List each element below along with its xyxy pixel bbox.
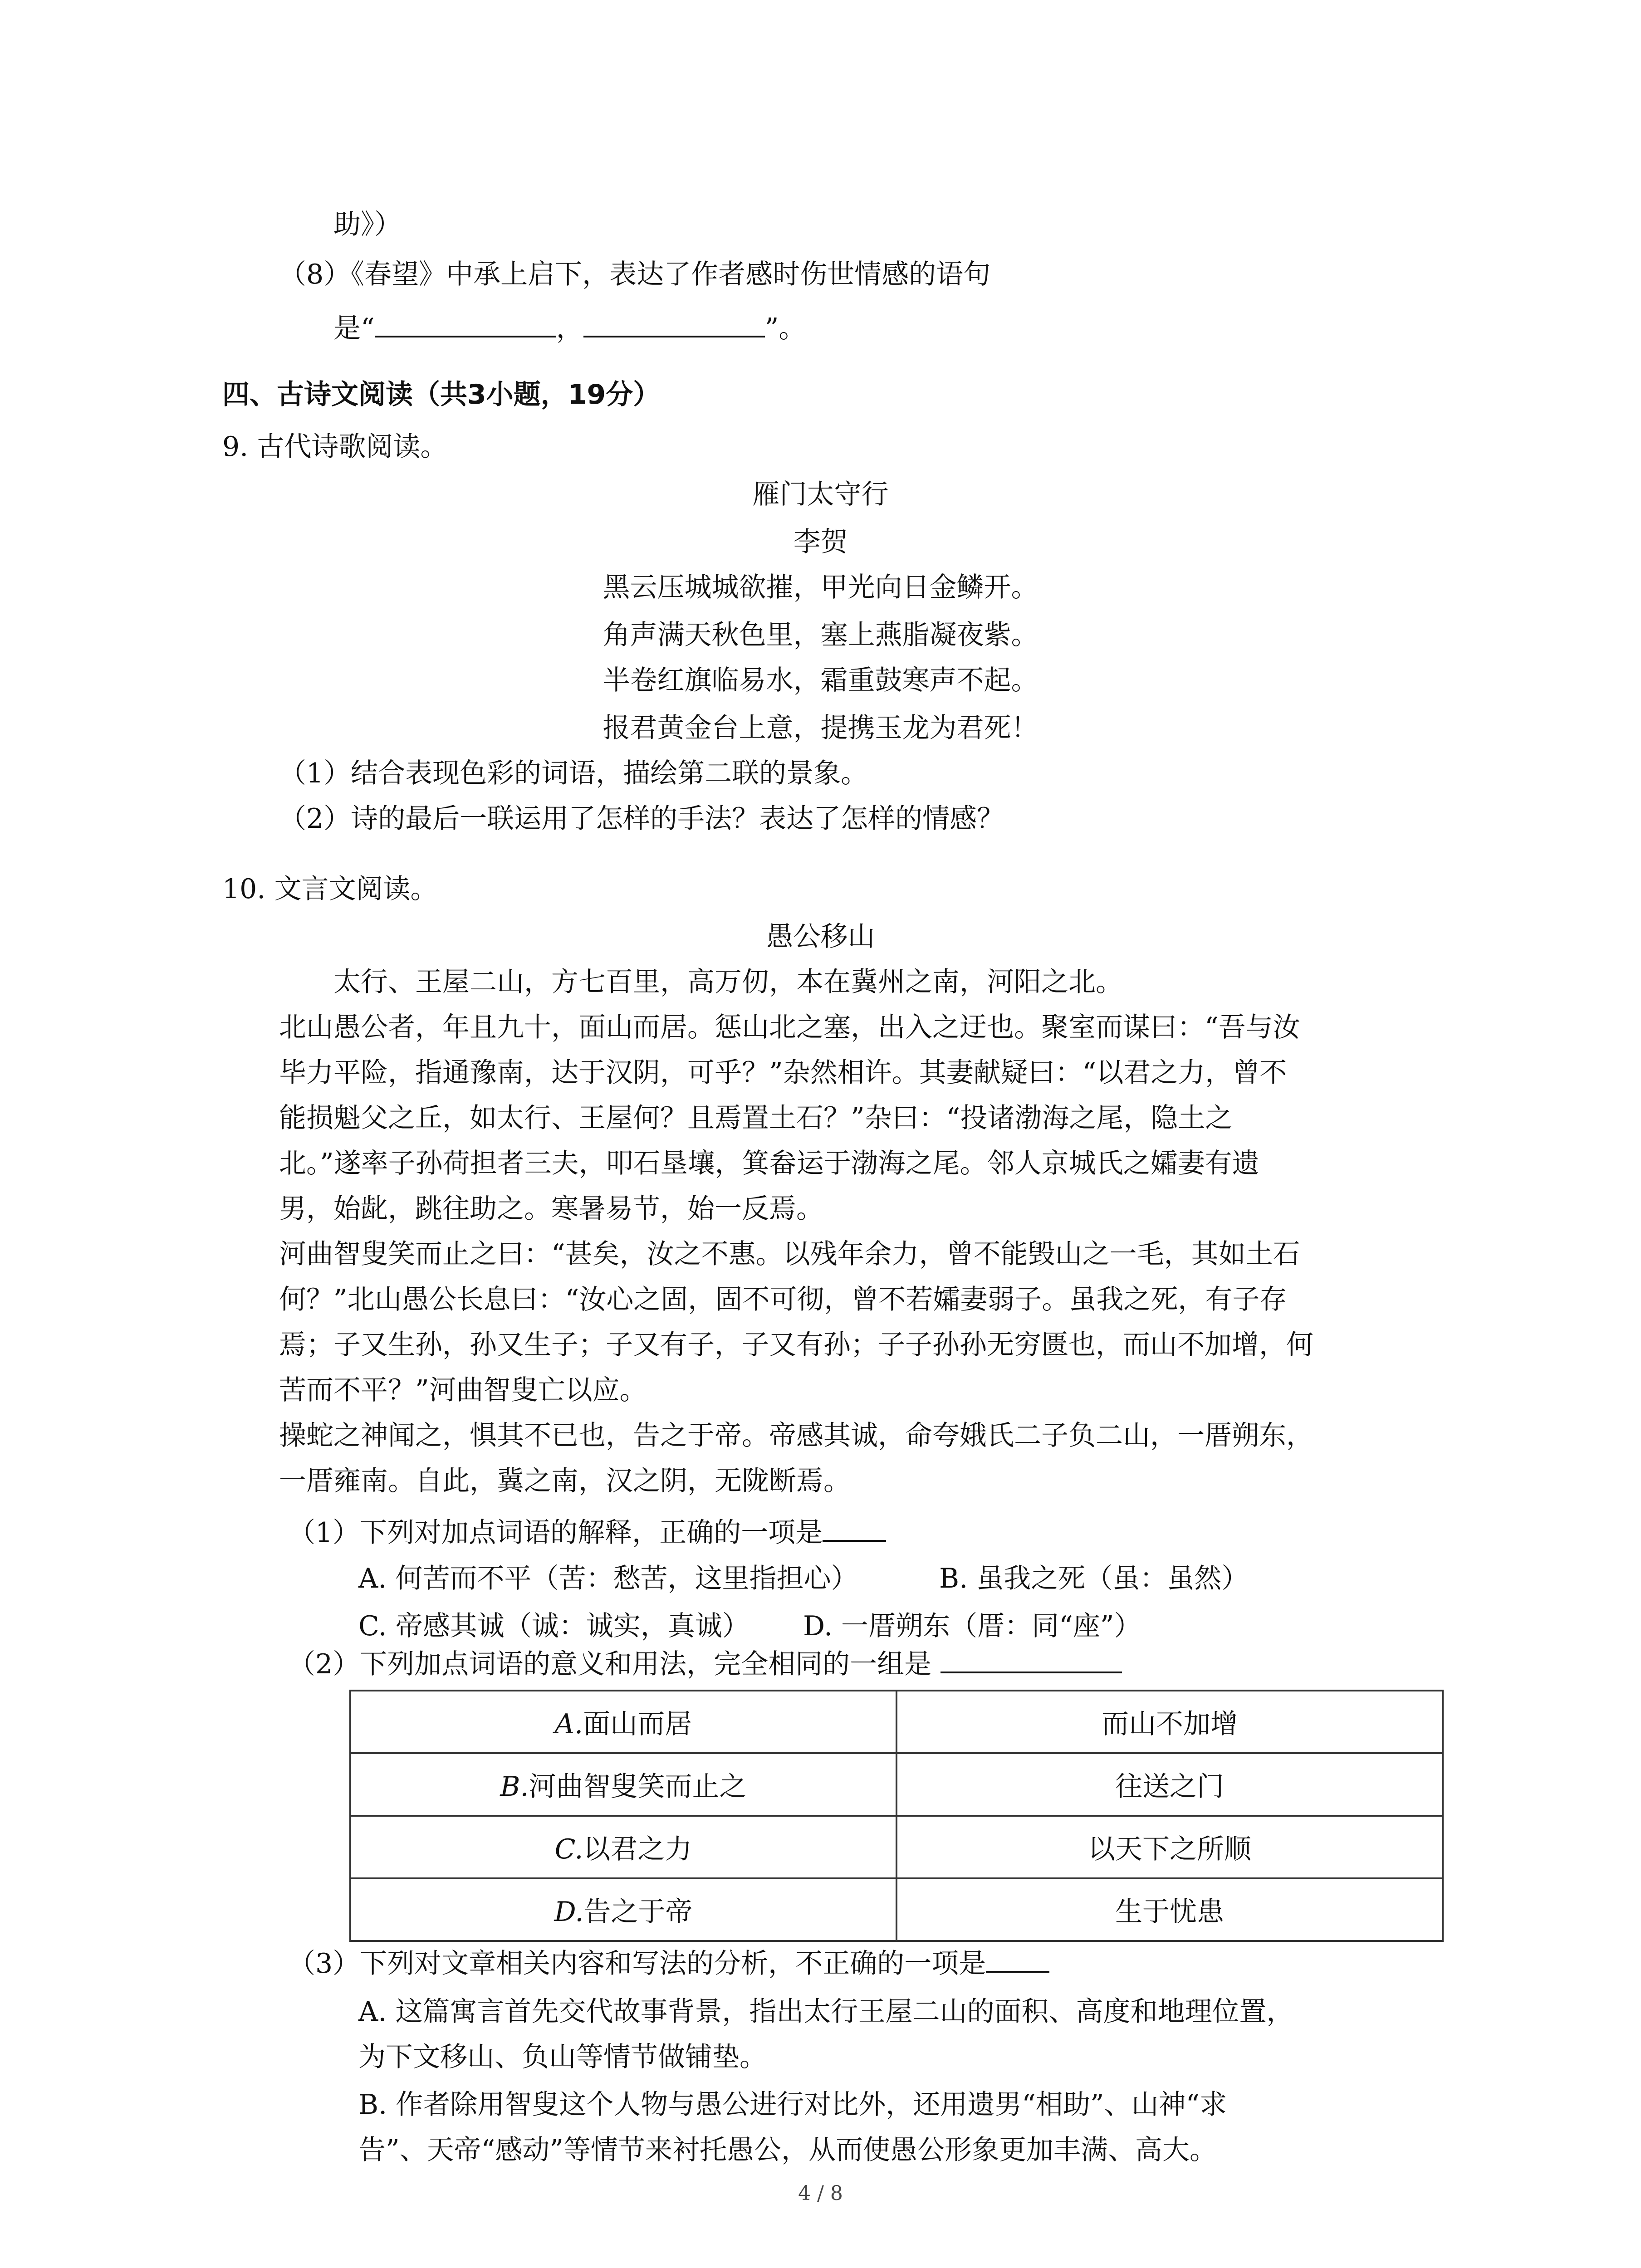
question-8-prompt: （8）《春望》中承上启下，表达了作者感时伤世情感的语句 — [279, 259, 991, 290]
continued-text: 助》） — [333, 209, 402, 240]
answer-comma: ， — [556, 313, 583, 344]
option-a-line2: 为下文移山、负山等情节做铺垫。 — [358, 2041, 767, 2073]
question-9-sub2: （2）诗的最后一联运用了怎样的手法？表达了怎样的情感？ — [279, 803, 1004, 835]
table-cell-left — [350, 1878, 896, 1941]
option-letter: B. — [500, 1771, 529, 1803]
option-c: C. 帝感其诚（诚：诚实，真诚） — [358, 1610, 749, 1642]
poem-line: 黑云压城城欲摧，甲光向日金鳞开。 — [603, 572, 1038, 603]
option-b-line2: 告”、天帝“感动”等情节来衬托愚公，从而使愚公形象更加丰满、高大。 — [358, 2134, 1217, 2166]
table-row — [350, 1753, 1443, 1816]
stem-text: （2）下列加点词语的意义和用法，完全相同的一组是 — [288, 1648, 932, 1680]
table-cell-right: 而山不加增 — [896, 1691, 1443, 1753]
table-row — [350, 1816, 1443, 1878]
table-cell-right: 往送之门 — [896, 1753, 1443, 1816]
option-a: A. 何苦而不平（苦：愁苦，这里指担心） — [358, 1563, 858, 1594]
answer-blank-2[interactable] — [583, 308, 765, 337]
table-cell-right: 生于忧患 — [896, 1878, 1443, 1941]
classical-text-line: 北山愚公者，年且九十，面山而居。惩山北之塞，出入之迂也。聚室而谋曰：“吾与汝 — [279, 1012, 1300, 1043]
answer-blank-1[interactable] — [375, 308, 556, 337]
classical-text-line: 北。”遂率子孙荷担者三夫，叩石垦壤，箕畚运于渤海之尾。邻人京城氏之孀妻有遗 — [279, 1148, 1259, 1179]
classical-text-title: 愚公移山 — [766, 921, 875, 953]
classical-text-line: 太行、王屋二山，方七百里，高万仞，本在冀州之南，河阳之北。 — [333, 966, 1123, 998]
stem-text: （3）下列对文章相关内容和写法的分析，不正确的一项是 — [288, 1948, 986, 1980]
option-letter: A. — [554, 1708, 583, 1740]
page-number: 4 / 8 — [798, 2182, 843, 2205]
option-text: 河曲智叟笑而止之 — [529, 1771, 747, 1803]
question-9-sub1: （1）结合表现色彩的词语，描绘第二联的景象。 — [279, 758, 868, 789]
classical-text-line: 能损魁父之丘，如太行、王屋何？且焉置土石？”杂曰：“投诸渤海之尾，隐土之 — [279, 1102, 1233, 1134]
classical-text-line: 河曲智叟笑而止之曰：“甚矣，汝之不惠。以残年余力，曾不能毁山之一毛，其如土石 — [279, 1238, 1300, 1270]
classical-text-line: 毕力平险，指通豫南，达于汉阴，可乎？”杂然相许。其妻献疑曰：“以君之力，曾不 — [279, 1057, 1287, 1089]
answer-suffix: ”。 — [764, 313, 806, 344]
question-8-answer-line — [333, 308, 806, 347]
classical-text-line: 操蛇之神闻之，惧其不已也，告之于帝。帝感其诚，命夸娥氏二子负二山，一厝朔东， — [279, 1420, 1313, 1452]
question-9-title: 9. 古代诗歌阅读。 — [222, 431, 448, 463]
answer-blank[interactable] — [986, 1944, 1049, 1973]
option-d: D. 一厝朔东（厝：同“座”） — [803, 1610, 1141, 1642]
poem-line: 角声满天秋色里，塞上燕脂凝夜紫。 — [603, 619, 1038, 651]
poem-title: 雁门太守行 — [752, 479, 889, 510]
classical-text-line: 一厝雍南。自此，冀之南，汉之阴，无陇断焉。 — [279, 1465, 851, 1497]
option-letter: D. — [554, 1896, 584, 1928]
answer-blank[interactable] — [941, 1644, 1122, 1673]
options-table — [349, 1690, 1444, 1942]
question-10-title: 10. 文言文阅读。 — [222, 873, 438, 905]
classical-text-line: 焉；子又生孙，孙又生子；子又有子，子又有孙；子子孙孙无穷匮也，而山不加增，何 — [279, 1329, 1313, 1361]
option-text: 以君之力 — [583, 1833, 692, 1865]
option-b: B. 虽我之死（虽：虽然） — [939, 1563, 1249, 1594]
poem-author: 李贺 — [793, 526, 848, 558]
poem-line: 报君黄金台上意，提携玉龙为君死！ — [603, 712, 1038, 744]
option-letter: C. — [554, 1833, 583, 1865]
option-b-line1: B. 作者除用智叟这个人物与愚公进行对比外，还用遗男“相助”、山神“求 — [358, 2089, 1227, 2121]
question-10-sub2-stem — [288, 1644, 1122, 1682]
stem-text: （1）下列对加点词语的解释，正确的一项是 — [288, 1517, 823, 1549]
classical-text-line: 何？”北山愚公长息曰：“汝心之固，固不可彻，曾不若孀妻弱子。虽我之死，有子存 — [279, 1284, 1287, 1315]
table-row — [350, 1691, 1443, 1753]
option-text: 告之于帝 — [583, 1896, 693, 1928]
answer-prefix: 是“ — [333, 313, 375, 344]
section-heading: 四、古诗文阅读（共3小题，19分） — [222, 379, 661, 411]
question-10-sub1-stem — [288, 1513, 886, 1551]
question-10-sub3-stem — [288, 1944, 1049, 1982]
option-a-line1: A. 这篇寓言首先交代故事背景，指出太行王屋二山的面积、高度和地理位置， — [358, 1996, 1294, 2028]
table-cell-left — [350, 1816, 896, 1878]
table-row — [350, 1878, 1443, 1941]
table-cell-left — [350, 1691, 896, 1753]
classical-text-line: 男，始龀，跳往助之。寒暑易节，始一反焉。 — [279, 1193, 823, 1225]
poem-line: 半卷红旗临易水，霜重鼓寒声不起。 — [603, 665, 1038, 696]
table-cell-right: 以天下之所顺 — [896, 1816, 1443, 1878]
answer-blank[interactable] — [823, 1513, 886, 1542]
option-text: 面山而居 — [583, 1708, 692, 1740]
classical-text-line: 苦而不平？”河曲智叟亡以应。 — [279, 1374, 647, 1406]
table-cell-left — [350, 1753, 896, 1816]
